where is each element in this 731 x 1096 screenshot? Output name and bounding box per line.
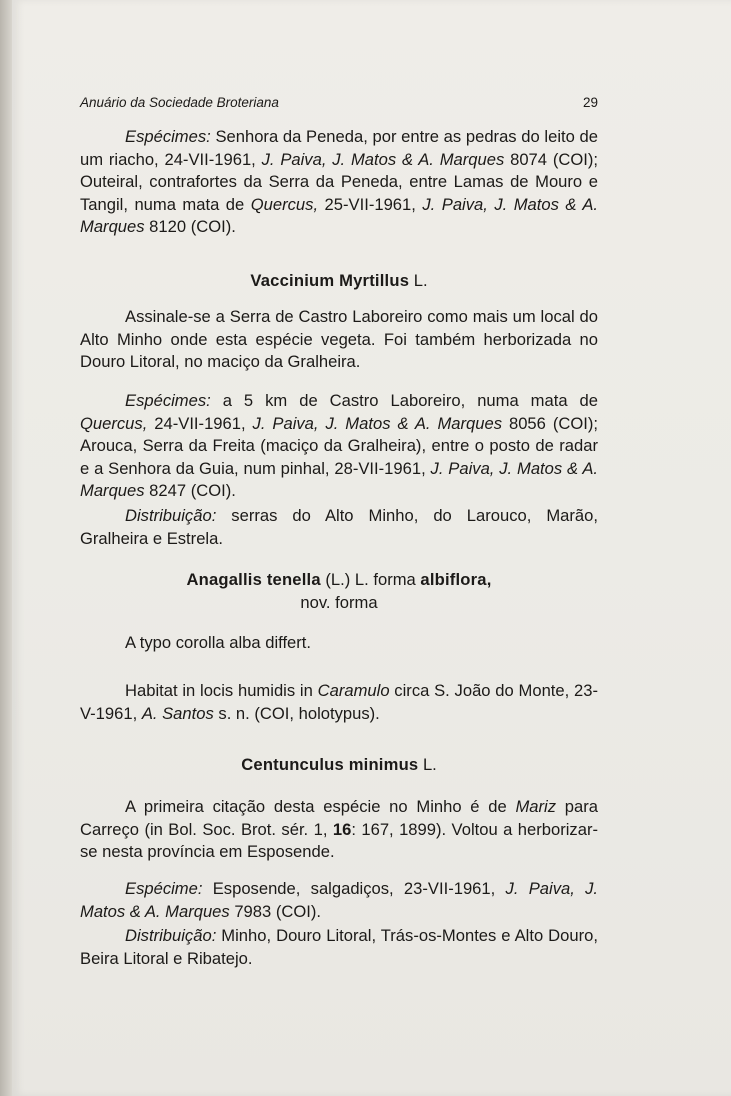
text: Esposende, salgadiços, 23-VII-1961,: [202, 879, 506, 898]
genus-name: Quercus,: [80, 413, 148, 433]
collectors: J. Paiva, J. Matos & A. Marques: [261, 149, 505, 169]
collectors: J. Paiva, J. Matos & A. Marques: [252, 413, 503, 433]
text: 25-VII-1961,: [318, 194, 423, 214]
anagallis-habitat: [80, 680, 598, 725]
vaccinium-paragraph: [80, 306, 598, 374]
species-name: Centunculus minimus: [241, 755, 419, 774]
text: Senhora da Peneda, por entre as pedras do leito de um riacho, 24-VII-1961,: [80, 127, 598, 169]
taxon-heading-centunculus: [80, 754, 598, 777]
text: 24-VII-1961,: [147, 413, 253, 433]
locality: Caramulo: [317, 681, 390, 700]
paragraph: Assinale-se a Serra de Castro Laboreiro como mais um local do Alto Minho onde esta espécie vegeta. Foi também herborizada no Douro Litoral, no maciço da Gralheira.: [80, 307, 598, 372]
text: a 5 km de Castro Laboreiro, numa mata de: [210, 391, 598, 410]
specimens-paragraph-1: [80, 126, 598, 239]
taxon-heading-vaccinium: [80, 270, 598, 293]
text: s. n. (COI, holotypus).: [213, 703, 380, 723]
text: 8247 (COI).: [144, 481, 236, 501]
author: (L.) L. forma: [320, 570, 421, 589]
text: Habitat in locis humidis in: [125, 681, 318, 700]
nov-forma: nov. forma: [300, 592, 378, 612]
collectors: J. Paiva, J. Matos & A. Marques: [80, 879, 598, 921]
text: para Carreço (in Bol. Soc. Brot. sér. 1,: [80, 797, 599, 839]
distribution-label: Distribuição:: [125, 505, 217, 525]
text: 8120 (COI).: [144, 217, 236, 237]
author: L.: [418, 755, 437, 774]
page-number: 29: [582, 95, 598, 110]
diagnosis: A typo corolla alba differt.: [125, 633, 312, 652]
author-cited: Mariz: [515, 797, 557, 816]
specimen-label: Espécime:: [125, 879, 203, 898]
anagallis-diagnosis: [80, 632, 598, 655]
centunculus-specimens: [80, 878, 598, 970]
text: 8056 (COI); Arouca, Serra da Freita (maciço da Gralheira), entre o posto de radar e a Senhora da Guia, num pinhal, 28-VII-1961,: [80, 413, 598, 478]
text: Minho, Douro Litoral, Trás-os-Montes e Alto Douro, Beira Litoral e Ribatejo.: [80, 926, 598, 968]
text: A primeira citação desta espécie no Minho é de: [125, 797, 516, 816]
centunculus-paragraph: [80, 796, 598, 864]
specimens-label: Espécimes:: [125, 127, 211, 146]
specimens-label: Espécimes:: [125, 391, 211, 410]
journal-title: Anuário da Sociedade Broteriana: [80, 95, 279, 110]
species-name: Anagallis tenella: [186, 570, 321, 589]
volume-number: 16: [332, 819, 352, 839]
species-name: Vaccinium Myrtillus: [250, 271, 410, 290]
text: circa S. João do Monte, 23-V-1961,: [80, 681, 598, 723]
vaccinium-specimens: [80, 390, 598, 550]
text: : 167, 1899). Voltou a herborizar-se nesta província em Esposende.: [80, 819, 598, 862]
text: 8074 (COI); Outeiral, contrafortes da Serra da Peneda, entre Lamas de Mouro e Tangil, numa mata de: [80, 149, 598, 214]
collectors: J. Paiva, J. Matos & A. Marques: [80, 458, 598, 501]
collector: A. Santos: [141, 703, 214, 723]
taxon-heading-anagallis: [80, 569, 598, 614]
book-spine-shadow: [0, 0, 12, 1096]
running-header: [80, 95, 598, 110]
author: L.: [409, 271, 428, 290]
forma-name: albiflora,: [420, 570, 492, 589]
distribution-label: Distribuição:: [125, 926, 217, 946]
text: 7983 (COI).: [229, 901, 322, 921]
collectors: J. Paiva, J. Matos & A. Marques: [80, 194, 599, 237]
text: serras do Alto Minho, do Larouco, Marão, Gralheira e Estrela.: [80, 505, 598, 548]
genus-name: Quercus,: [250, 194, 319, 214]
